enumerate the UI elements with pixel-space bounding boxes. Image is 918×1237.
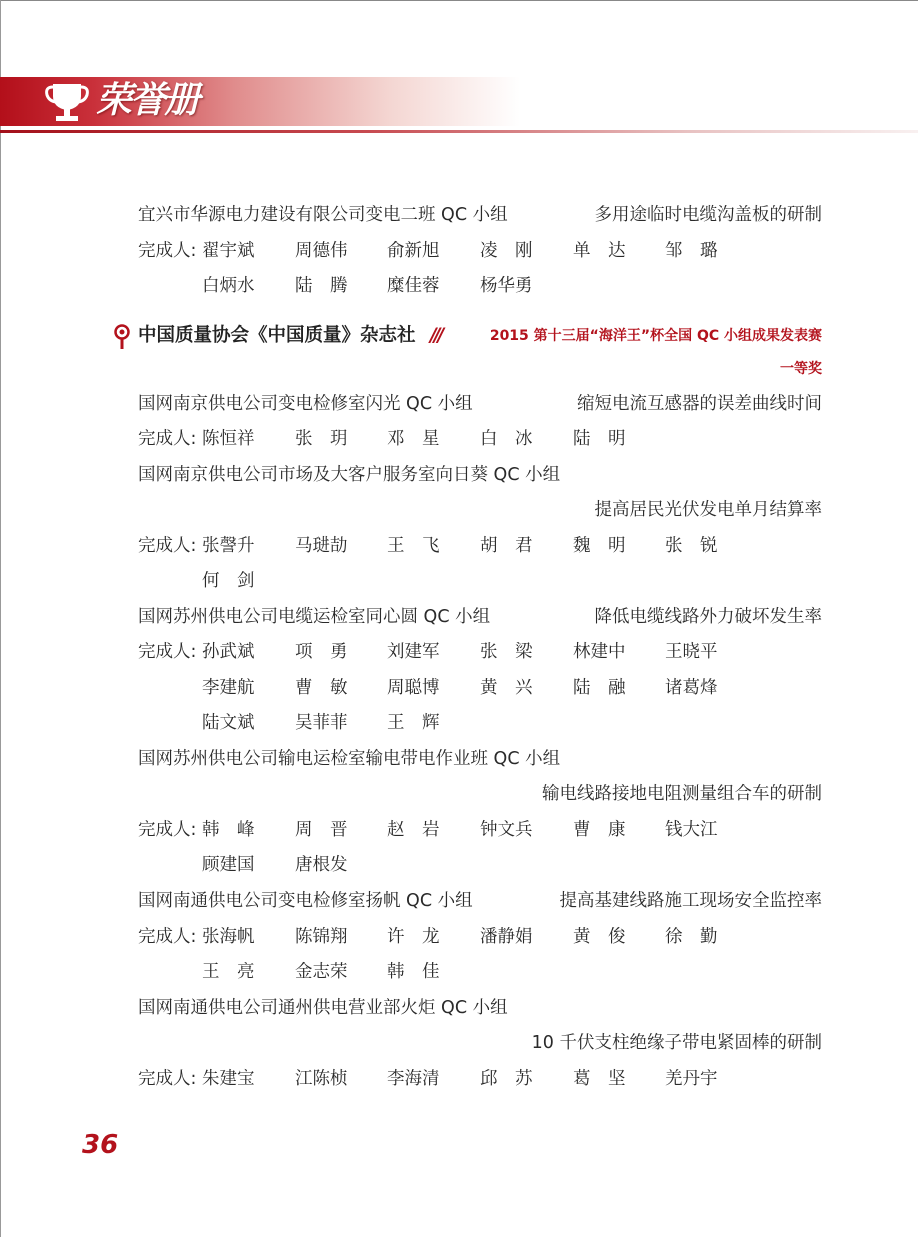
member-name: 陈锦翔 [295,927,348,947]
page-left-border [0,0,1,1237]
header-title: 荣誉册 [96,79,199,121]
member-name: 王 辉 [387,713,440,733]
member-name: 胡 君 [480,536,533,556]
member-name: 翟宇斌 [202,241,255,261]
unit-name: 国网南通供电公司通州供电营业部火炬 QC 小组 [138,998,508,1018]
member-name: 邓 星 [387,429,440,449]
member-name: 张 锐 [665,536,718,556]
member-name: 曹 敏 [295,678,348,698]
member-name: 张海帆 [202,927,255,947]
member-name: 曹 康 [573,820,626,840]
member-name: 张 玥 [295,429,348,449]
members-row [138,424,822,454]
members-label: 完成人: [138,642,197,662]
unit-name: 宜兴市华源电力建设有限公司变电二班 QC 小组 [138,205,508,225]
member-name: 张 梁 [480,642,533,662]
entry-unit-row [138,389,822,419]
page-top-border [0,0,918,1]
members-label: 完成人: [138,927,197,947]
member-name: 单 达 [573,241,626,261]
member-name: 顾建国 [202,855,255,875]
members-row [138,815,822,845]
member-name: 诸葛烽 [665,678,718,698]
page-number: 36 [82,1130,119,1160]
member-name: 金志荣 [295,962,348,982]
member-name: 王晓平 [665,642,718,662]
member-name: 魏 明 [573,536,626,556]
member-name: 江陈桢 [295,1069,348,1089]
member-name: 朱建宝 [202,1069,255,1089]
member-name: 陆 融 [573,678,626,698]
project-title: 多用途临时电缆沟盖板的研制 [594,205,822,225]
member-name: 周德伟 [295,241,348,261]
members-row [138,236,822,266]
member-name: 韩 峰 [202,820,255,840]
project-title: 提高基建线路施工现场安全监控率 [559,891,822,911]
entry-unit-row [138,744,822,774]
member-name: 钟文兵 [480,820,533,840]
member-name: 钱大江 [665,820,718,840]
member-name: 黄 俊 [573,927,626,947]
unit-name: 国网南京供电公司市场及大客户服务室向日葵 QC 小组 [138,465,561,485]
member-name: 项 勇 [295,642,348,662]
medal-icon [112,324,132,350]
member-name: 张謦升 [202,536,255,556]
members-row [138,637,822,667]
members-row [138,566,822,596]
member-name: 李海清 [387,1069,440,1089]
member-name: 糜佳蓉 [387,276,440,296]
trophy-icon [44,80,90,124]
members-row [138,957,822,987]
members-row [138,271,822,301]
decorative-slashes: /// [430,325,442,346]
member-name: 陈恒祥 [202,429,255,449]
member-name: 陆 腾 [295,276,348,296]
member-name: 杨华勇 [480,276,533,296]
member-name: 刘建军 [387,642,440,662]
entry-unit-row [138,460,822,490]
award-level: 一等奖 [780,361,822,377]
member-name: 许 龙 [387,927,440,947]
member-name: 吴菲菲 [295,713,348,733]
member-name: 李建航 [202,678,255,698]
header-rule [0,130,918,133]
unit-name: 国网苏州供电公司电缆运检室同心圆 QC 小组 [138,607,491,627]
members-row [138,673,822,703]
member-name: 赵 岩 [387,820,440,840]
entry-unit-row [138,602,822,632]
member-name: 唐根发 [295,855,348,875]
unit-name: 国网苏州供电公司输电运检室输电带电作业班 QC 小组 [138,749,561,769]
member-name: 陆 明 [573,429,626,449]
member-name: 王 亮 [202,962,255,982]
members-row [138,708,822,738]
member-name: 陆文斌 [202,713,255,733]
member-name: 徐 勤 [665,927,718,947]
member-name: 韩 佳 [387,962,440,982]
members-row [138,850,822,880]
members-row [138,1064,822,1094]
project-title: 10 千伏支柱绝缘子带电紧固棒的研制 [531,1033,822,1053]
entry-project-row [138,1028,822,1058]
entry-project-row [138,779,822,809]
member-name: 白 冰 [480,429,533,449]
member-name: 邹 璐 [665,241,718,261]
member-name: 羌丹宇 [665,1069,718,1089]
member-name: 何 剑 [202,571,255,591]
member-name: 白炳水 [202,276,255,296]
member-name: 周 晋 [295,820,348,840]
members-row [138,922,822,952]
entry-unit-row [138,993,822,1023]
project-title: 缩短电流互感器的误差曲线时间 [577,394,822,414]
member-name: 周聪博 [387,678,440,698]
unit-name: 国网南京供电公司变电检修室闪光 QC 小组 [138,394,473,414]
members-label: 完成人: [138,536,197,556]
organizer-name: 中国质量协会《中国质量》杂志社 [138,325,416,346]
project-title: 提高居民光伏发电单月结算率 [594,500,822,520]
entry-unit-row [138,200,822,230]
award-section-header [112,321,822,351]
award-title: 2015 第十三届“海洋王”杯全国 QC 小组成果发表赛 [489,328,822,344]
entry-project-row [138,495,822,525]
members-label: 完成人: [138,1069,197,1089]
member-name: 邱 苏 [480,1069,533,1089]
project-title: 输电线路接地电阻测量组合车的研制 [542,784,822,804]
member-name: 林建中 [573,642,626,662]
member-name: 王 飞 [387,536,440,556]
member-name: 俞新旭 [387,241,440,261]
member-name: 潘静娟 [480,927,533,947]
member-name: 葛 坚 [573,1069,626,1089]
members-row [138,531,822,561]
members-label: 完成人: [138,429,197,449]
member-name: 孙武斌 [202,642,255,662]
project-title: 降低电缆线路外力破坏发生率 [594,607,822,627]
member-name: 凌 刚 [480,241,533,261]
members-label: 完成人: [138,820,197,840]
entry-unit-row [138,886,822,916]
unit-name: 国网南通供电公司变电检修室扬帆 QC 小组 [138,891,473,911]
member-name: 黄 兴 [480,678,533,698]
member-name: 马琎劼 [295,536,348,556]
members-label: 完成人: [138,241,197,261]
